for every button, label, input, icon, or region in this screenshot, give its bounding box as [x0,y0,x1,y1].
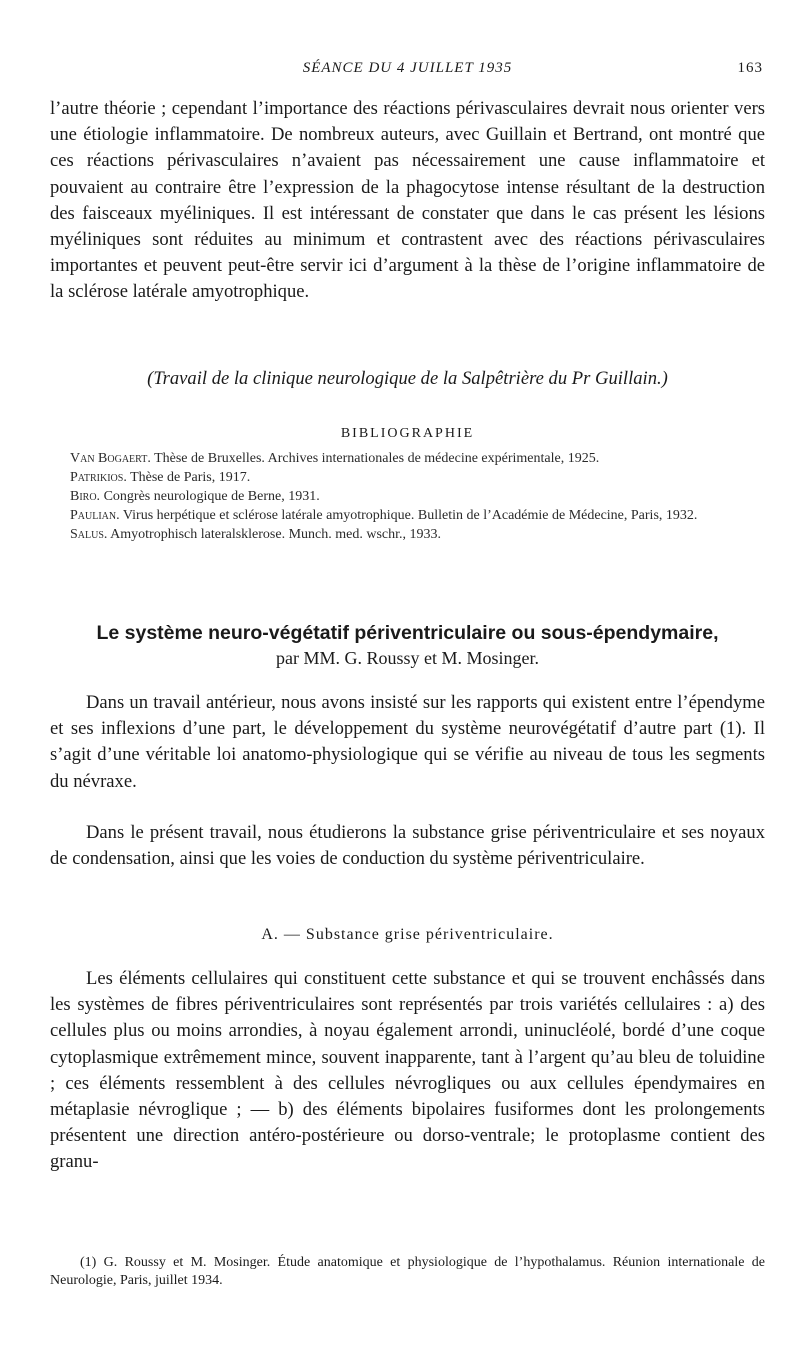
work-credit: (Travail de la clinique neurologique de la Salpêtrière du Pr Guillain.) [147,368,668,389]
bibliography-heading: BIBLIOGRAPHIE [340,426,475,441]
bib-text: Thèse de Bruxelles. Archives internationales de médecine expérimentale, 1925. [154,451,600,466]
bib-author: Van Bogaert. [70,451,151,466]
bib-author: Salus. [70,527,108,542]
bib-text: Virus herpétique et sclérose latérale amyotrophique. Bulletin de l’Académie de Médecine, Paris, 1932. [122,508,698,523]
footnote-text: (1) G. Roussy et M. Mosinger. Étude anatomique et physiologique de l’hypothalamus. Réunion internationale de Neurologie, Paris, juillet 1934. [50,1255,765,1288]
article-byline: par MM. G. Roussy et M. Mosinger. [275,648,539,668]
paragraph-4-block [50,966,765,1176]
page-number: 163 [737,60,763,76]
footnote [50,1254,765,1290]
running-head-title: SÉANCE DU 4 JUILLET 1935 [302,60,513,76]
bibliography-list [50,450,765,545]
bibliography-entry [50,507,765,525]
bib-author: Paulian. [70,508,120,523]
paragraph-1: l’autre théorie ; cependant l’importance des réactions périvasculaires devrait nous orienter vers une étiologie inflammatoire. De nombreux auteurs, avec Guillain et Bertrand, ont montré que ces réactions périvasculaires n’avaient pas nécessairement une cause inflammatoire et pouvaient au contraire être l’expression de la phagocytose intense résultant de la destruction des faisceaux myéliniques. Il est intéressant de constater que dans le cas présent les lésions myéliniques sont réduites au minimum et contrastent avec des réactions périvasculaires importantes et peuvent peut-être servir ici d’argument à la thèse de l’origine inflammatoire de la sclérose latérale amyotrophique. [50,98,765,303]
paragraph-2: Dans un travail antérieur, nous avons insisté sur les rapports qui existent entre l’épendyme et ses inflexions d’une part, le développement du système neurovégétatif d’autre part (1). Il s’agit d’une véritable loi anatomo-physiologique qui se vérifie au niveau de tous les segments du névraxe. [50,692,765,792]
bibliography-entry [50,488,765,506]
paragraph-1-block [50,96,765,306]
bib-author: Biro. [70,489,101,504]
paragraph-3: Dans le présent travail, nous étudierons la substance grise périventriculaire et ses noyaux de condensation, ainsi que les voies de conduction du système périventriculaire. [50,822,765,870]
bibliography-entry [50,526,765,544]
section-heading: A. — Substance grise périventriculaire. [261,926,554,943]
article-title: Le système neuro-végétatif périventriculaire ou sous-épendymaire, [96,622,719,644]
paragraph-3-block [50,820,765,872]
paragraph-2-block [50,690,765,795]
bib-author: Patrikios. [70,470,127,485]
bib-text: Thèse de Paris, 1917. [130,470,251,485]
paragraph-4: Les éléments cellulaires qui constituent cette substance et qui se trouvent enchâssés dans les systèmes de fibres périventriculaires sont représentés par trois variétés cellulaires : a) des cellules plus ou moins arrondies, à noyau également arrondi, uninucléolé, bordé d’une coque cytoplasmique extrêmement mince, souvent inapparente, tant à l’argent qu’au bleu de toluidine ; ces éléments ressemblent à des cellules névrogliques ou aux cellules épendymaires en métaplasie névroglique ; — b) des éléments bipolaires fusiformes dont les prolongements présentent une direction antéro-postérieure ou dorso-ventrale; le protoplasme contient des granu- [50,968,765,1173]
running-head [50,60,765,84]
document-page [50,0,765,1360]
bib-text: Amyotrophisch lateralsklerose. Munch. med. wschr., 1933. [110,527,442,542]
bibliography-entry [50,469,765,487]
bib-text: Congrès neurologique de Berne, 1931. [103,489,320,504]
bibliography-entry [50,450,765,468]
